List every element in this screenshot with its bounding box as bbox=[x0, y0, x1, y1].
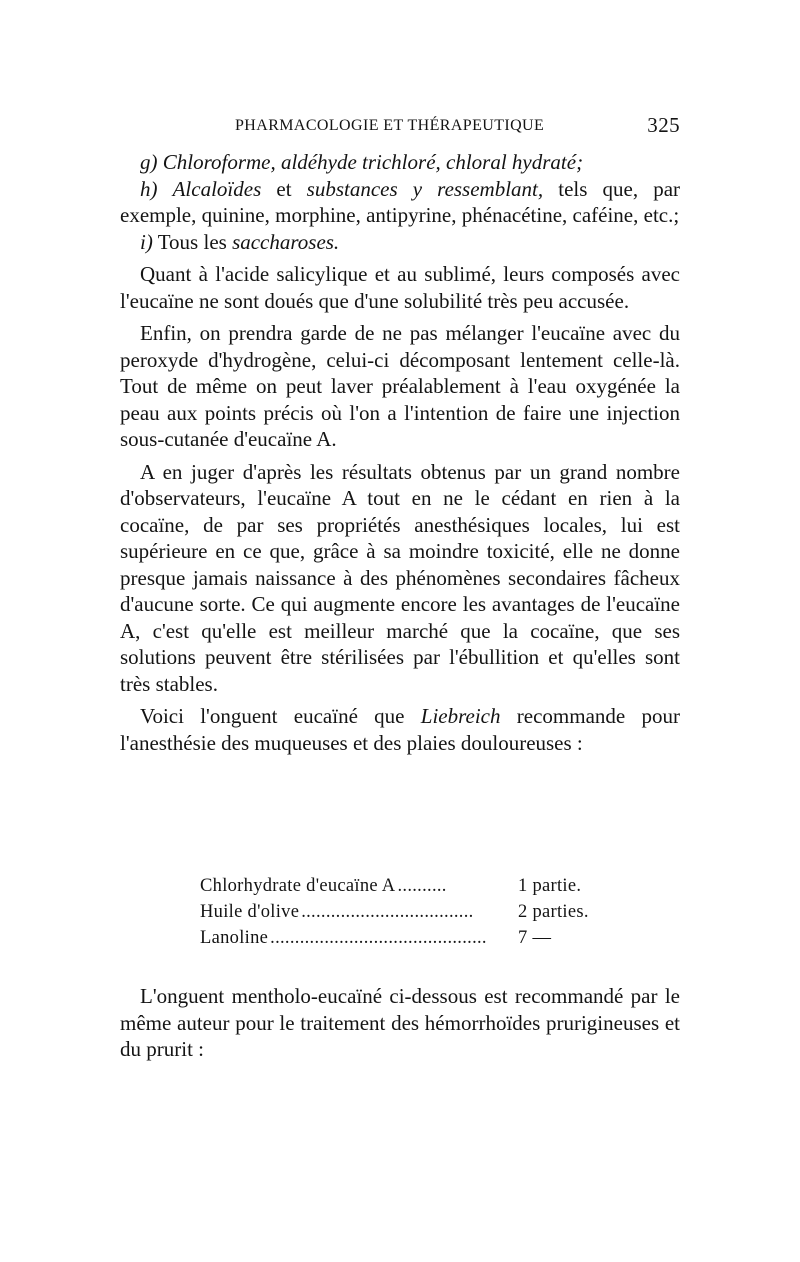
running-header bbox=[120, 113, 680, 139]
running-title: PHARMACOLOGIE ET THÉRAPEUTIQUE bbox=[235, 117, 545, 134]
closing-text bbox=[120, 983, 680, 1063]
ingredient-quantity: 1 partie. bbox=[518, 876, 582, 896]
ingredient-quantity: 7 — bbox=[518, 928, 552, 948]
list-marker-g: g) bbox=[140, 150, 158, 174]
list-text-h: tels que, par exemple, quinine, morphine, antipyrine, phénacétine, caféine, etc.; bbox=[120, 176, 681, 227]
recipe-row bbox=[200, 925, 610, 951]
list-term-substances: substances y ressemblant, bbox=[306, 176, 544, 201]
recipe-table bbox=[200, 873, 610, 951]
list-joiner: et bbox=[261, 176, 307, 201]
list-item-g bbox=[120, 149, 680, 176]
liebreich-intro: Voici l'onguent eucaïné que bbox=[140, 704, 421, 728]
ingredient-name: Lanoline bbox=[200, 928, 269, 948]
paragraph-peroxide: Enfin, on prendra garde de ne pas mélanger l'eucaïne avec du peroxyde d'hydrogène, celui-ci décomposant lentement celle-là. Tout de même on peut laver préalablement à l'eau oxygénée la peau aux points précis où l'on a l'intention de faire une injection sous-cutanée d'eucaïne A. bbox=[120, 321, 680, 451]
main-text bbox=[120, 149, 680, 756]
leader-dots: ................................... bbox=[301, 902, 474, 922]
paragraph-comparison: A en juger d'après les résultats obtenus par un grand nombre d'observateurs, l'eucaïne A tout en ne le cédant en rien à la cocaïne, de par ses propriétés anesthésiques locales, lui est supérieure en ce que, grâce à sa moindre toxicité, elle ne donne presque jamais naissance à des phénomènes secondaires fâcheux d'aucune sorte. Ce qui augmente encore les avantages de l'eucaïne A, c'est qu'elle est meilleur marché que la cocaïne, que ses solutions peuvent être stérilisées par l'ébullition et qu'elles sont très stables. bbox=[120, 459, 680, 696]
list-text-i: Tous les bbox=[152, 229, 233, 254]
ingredient-name: Chlorhydrate d'eucaïne A bbox=[200, 876, 396, 896]
leader-dots: .......... bbox=[397, 876, 447, 896]
list-marker-h: h) bbox=[140, 176, 158, 201]
leader-dots: ............................................ bbox=[270, 928, 487, 948]
liebreich-rest: recommande pour l'anesthésie des muqueuses et des plaies douloureuses : bbox=[120, 704, 680, 755]
list-term-saccharoses: saccharoses. bbox=[232, 229, 340, 254]
list-item-h bbox=[120, 176, 680, 229]
ingredient-quantity: 2 parties. bbox=[518, 902, 589, 922]
author-name: Liebreich bbox=[420, 704, 501, 728]
list-term-alcaloides: Alcaloïdes bbox=[172, 176, 262, 201]
recipe-row bbox=[200, 873, 610, 899]
list-item-i bbox=[120, 229, 680, 256]
paragraph-salicylic: Quant à l'acide salicylique et au sublimé, leurs composés avec l'eucaïne ne sont doués que d'une solubilité très peu accusée. bbox=[120, 262, 680, 313]
page-number: 325 bbox=[647, 113, 680, 137]
paragraph-mentholo: L'onguent mentholo-eucaïné ci-dessous est recommandé par le même auteur pour le traitement des hémorrhoïdes prurigineuses et du prurit : bbox=[120, 984, 680, 1061]
list-text-g: Chloroforme, aldéhyde trichloré, chloral hydraté; bbox=[162, 150, 584, 174]
list-marker-i: i) bbox=[140, 229, 153, 254]
paragraph-liebreich bbox=[120, 703, 680, 756]
recipe-row bbox=[200, 899, 610, 925]
ingredient-name: Huile d'olive bbox=[200, 902, 300, 922]
